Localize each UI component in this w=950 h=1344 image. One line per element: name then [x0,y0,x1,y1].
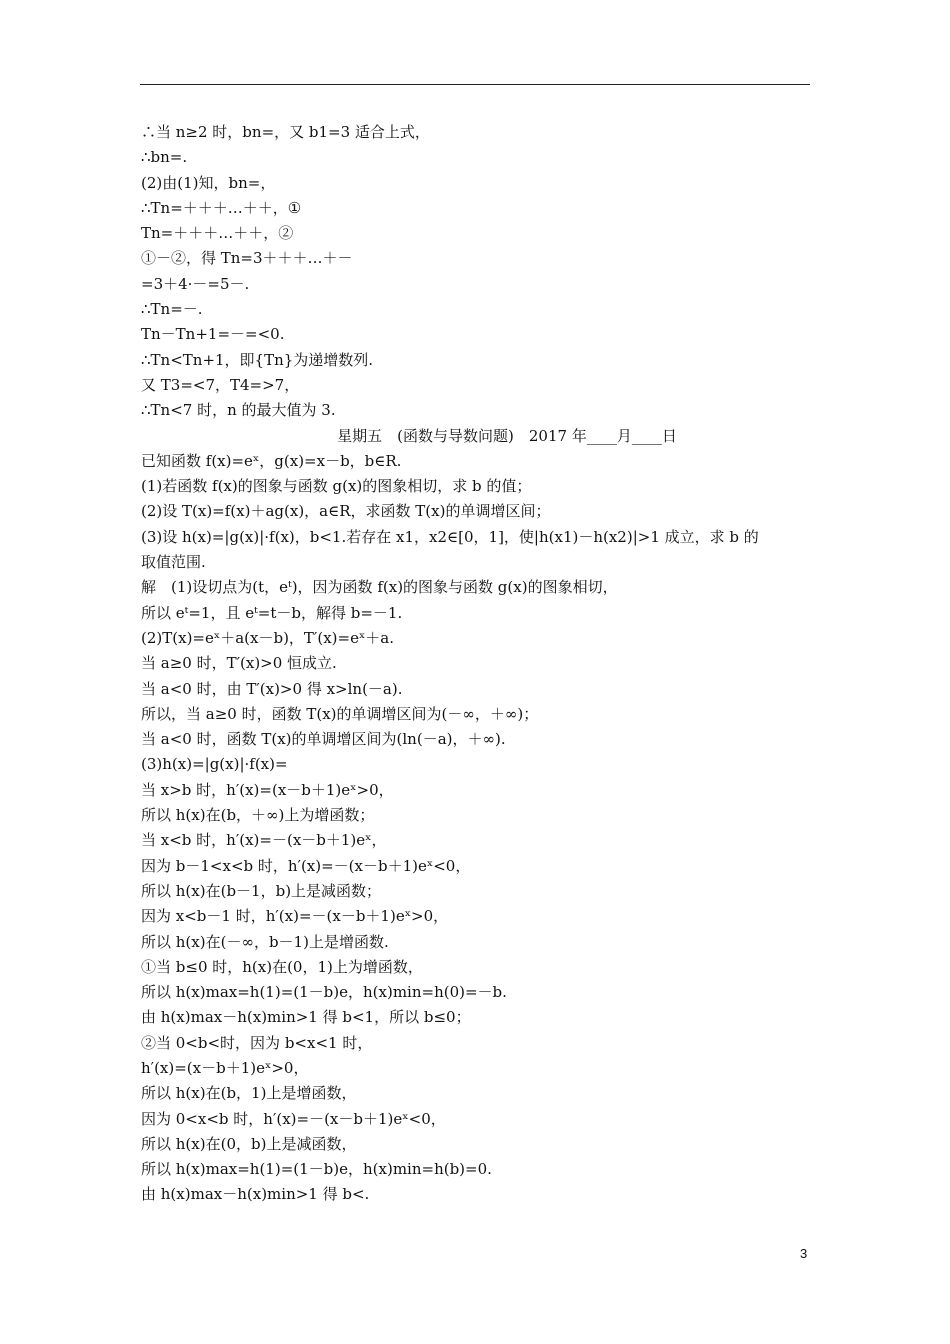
text-line: Tn－Tn+1=－=<0. [141,325,285,344]
text-line: 所以 h(x)在(－∞，b－1)上是增函数. [141,932,389,951]
document-body [141,120,813,1208]
text-line: 取值范围. [141,553,206,572]
text-line: ∴bn=. [141,148,188,167]
text-line: ∴当 n≥2 时，bn=，又 b1=3 适合上式， [141,123,430,141]
text-line: 因为 0<x<b 时，h′(x)=－(x－b＋1)eˣ<0， [141,1109,446,1128]
header-rule [140,84,810,85]
text-line: (2)T(x)=eˣ＋a(x－b)，T′(x)=eˣ＋a. [141,628,395,647]
text-line: 所以 h(x)max=h(1)=(1－b)e，h(x)min=h(0)=－b. [141,983,507,1002]
text-line: (3)h(x)=|g(x)|·f(x)= [141,755,288,774]
text-line: ∴Tn<Tn+1，即{Tn}为递增数列. [141,350,374,369]
text-line: 所以 h(x)在(b，1)上是增函数， [141,1084,357,1103]
text-line: ②当 0<b<时，因为 b<x<1 时， [141,1033,373,1052]
text-line: Tn=＋＋＋…＋＋，② [141,224,294,243]
text-line: 所以 h(x)在(b，＋∞)上为增函数； [141,806,375,825]
text-line: h′(x)=(x－b＋1)eˣ>0， [141,1058,309,1077]
text-line: 当 x<b 时，h′(x)=－(x－b＋1)eˣ， [141,831,387,850]
text-line: 所以 h(x)在(0，b)上是减函数， [141,1134,357,1153]
text-line: ∴Tn=－. [141,300,203,319]
text-line: ∴Tn<7 时，n 的最大值为 3. [141,401,336,420]
section-heading: 星期五 (函数与导数问题) 2017 年____月____日 [337,426,677,445]
text-line: 由 h(x)max－h(x)min>1 得 b<. [141,1185,370,1204]
text-line: ①－②，得 Tn=3＋＋＋…＋－ [141,249,353,268]
text-line: 已知函数 f(x)=eˣ，g(x)=x－b，b∈R. [141,451,402,470]
text-line: 所以 h(x)max=h(1)=(1－b)e，h(x)min=h(b)=0. [141,1160,492,1179]
text-line: 由 h(x)max－h(x)min>1 得 b<1，所以 b≤0； [141,1008,471,1027]
text-line: (2)由(1)知，bn=， [141,173,276,192]
text-line: 当 a≥0 时，T′(x)>0 恒成立. [141,654,337,673]
text-line: 因为 x<b－1 时，h′(x)=－(x－b＋1)eˣ>0， [141,907,449,926]
text-line: 所以，当 a≥0 时，函数 T(x)的单调增区间为(－∞，＋∞)； [141,704,539,723]
text-line: 解 (1)设切点为(t，eᵗ)，因为函数 f(x)的图象与函数 g(x)的图象相切， [141,578,618,597]
page-number: 3 [800,1246,808,1261]
text-line: 所以 h(x)在(b－1，b)上是减函数； [141,881,382,900]
text-line: 又 T3=<7，T4=>7， [141,375,300,394]
text-line: (1)若函数 f(x)的图象与函数 g(x)的图象相切，求 b 的值； [141,477,532,496]
text-line: 当 a<0 时，函数 T(x)的单调增区间为(ln(－a)，＋∞). [141,730,506,749]
text-line: =3＋4·－=5－. [141,274,250,293]
text-line: ①当 b≤0 时，h(x)在(0，1)上为增函数， [141,957,423,976]
text-line: ∴Tn=＋＋＋…＋＋，① [141,198,302,217]
text-line: 当 a<0 时，由 T′(x)>0 得 x>ln(－a). [141,679,403,698]
text-line: (3)设 h(x)=|g(x)|·f(x)，b<1.若存在 x1，x2∈[0，1]，使|h(x1)－h(x2)|>1 成立，求 b 的 [141,527,759,546]
text-line: (2)设 T(x)=f(x)＋ag(x)，a∈R，求函数 T(x)的单调增区间； [141,502,551,521]
text-line: 当 x>b 时，h′(x)=(x－b＋1)eˣ>0， [141,780,394,799]
text-line: 所以 eᵗ=1，且 eᵗ=t－b，解得 b=－1. [141,603,403,622]
text-line: 因为 b－1<x<b 时，h′(x)=－(x－b＋1)eˣ<0， [141,856,471,875]
